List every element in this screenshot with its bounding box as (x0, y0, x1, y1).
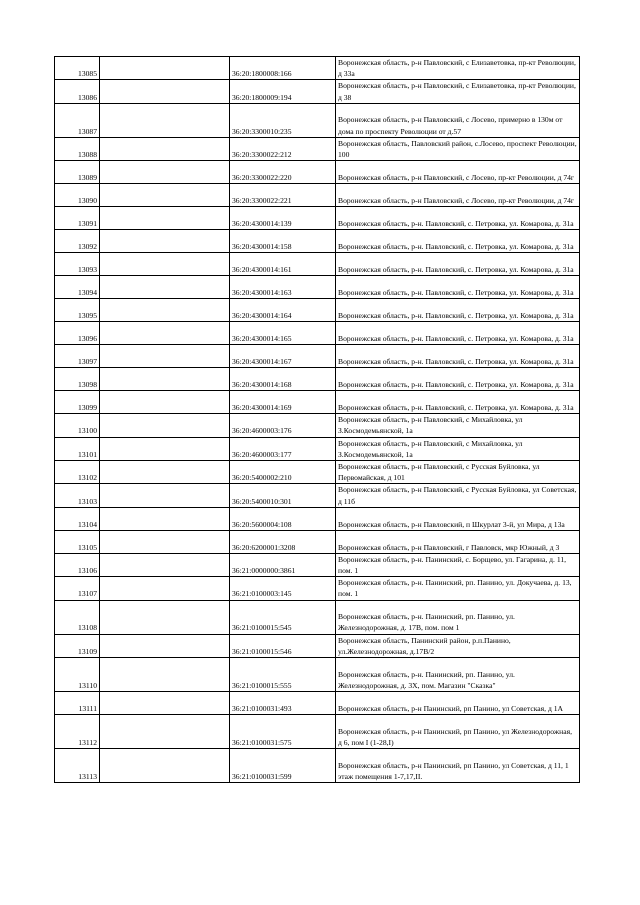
empty-cell (100, 368, 230, 391)
cadastral-number: 36:21:0100015:545 (230, 600, 336, 634)
row-number: 13112 (55, 715, 100, 749)
empty-cell (100, 230, 230, 253)
table-row (55, 577, 580, 600)
empty-cell (100, 207, 230, 230)
table-row (55, 57, 580, 80)
cadastral-number: 36:21:0100031:599 (230, 749, 336, 783)
row-number: 13106 (55, 553, 100, 576)
table-row (55, 368, 580, 391)
row-number: 13091 (55, 207, 100, 230)
empty-cell (100, 391, 230, 414)
row-number: 13090 (55, 184, 100, 207)
cadastral-number: 36:20:4300014:161 (230, 253, 336, 276)
address: Воронежская область, р-н Павловский, с Лосево, пр-кт Революции, д 74г (336, 184, 580, 207)
row-number: 13094 (55, 276, 100, 299)
address: Воронежская область, р-н Панинский, рп Панино, ул Железнодорожная, д 6, пом I (1-28,I) (336, 715, 580, 749)
cadastral-number: 36:20:5600004:108 (230, 507, 336, 530)
address: Воронежская область, р-н Павловский, с Лосево, примерно в 130м от дома по проспекту Революции от д.57 (336, 103, 580, 137)
row-number: 13092 (55, 230, 100, 253)
table-row (55, 715, 580, 749)
empty-cell (100, 658, 230, 692)
address: Воронежская область, р-н Павловский, г Павловск, мкр Южный, д 3 (336, 530, 580, 553)
row-number: 13111 (55, 692, 100, 715)
address: Воронежская область, Панинский район, р.п.Панино, ул.Железнодорожная, д.17В/2 (336, 634, 580, 657)
cadastral-number: 36:20:4300014:165 (230, 322, 336, 345)
cadastral-number: 36:21:0100003:145 (230, 577, 336, 600)
row-number: 13087 (55, 103, 100, 137)
table-row (55, 161, 580, 184)
cadastral-number: 36:21:0100031:493 (230, 692, 336, 715)
row-number: 13085 (55, 57, 100, 80)
table-row (55, 461, 580, 484)
empty-cell (100, 345, 230, 368)
row-number: 13104 (55, 507, 100, 530)
row-number: 13102 (55, 461, 100, 484)
address: Воронежская область, р-н. Павловский, с. Петровка, ул. Комарова, д. 31а (336, 322, 580, 345)
empty-cell (100, 80, 230, 103)
row-number: 13100 (55, 414, 100, 437)
address: Воронежская область, р-н. Павловский, с. Петровка, ул. Комарова, д. 31а (336, 345, 580, 368)
address: Воронежская область, р-н Павловский, с Елизаветовка, пр-кт Революции, д 33а (336, 57, 580, 80)
row-number: 13103 (55, 484, 100, 507)
empty-cell (100, 322, 230, 345)
empty-cell (100, 437, 230, 460)
cadastral-number: 36:20:4300014:163 (230, 276, 336, 299)
cadastral-number: 36:20:5400010:301 (230, 484, 336, 507)
cadastral-number: 36:20:4300014:168 (230, 368, 336, 391)
address: Воронежская область, р-н. Павловский, с. Петровка, ул. Комарова, д. 31а (336, 299, 580, 322)
address: Воронежская область, р-н Павловский, с Михайловка, ул З.Космодемьянской, 1а (336, 437, 580, 460)
empty-cell (100, 137, 230, 160)
row-number: 13109 (55, 634, 100, 657)
table-row (55, 692, 580, 715)
row-number: 13113 (55, 749, 100, 783)
address: Воронежская область, р-н Павловский, с Лосево, пр-кт Революции, д 74г (336, 161, 580, 184)
table-row (55, 530, 580, 553)
table-row (55, 322, 580, 345)
registry-table-body (55, 57, 580, 783)
address: Воронежская область, р-н Павловский, с Елизаветовка, пр-кт Революции, д 38 (336, 80, 580, 103)
row-number: 13110 (55, 658, 100, 692)
table-row (55, 207, 580, 230)
row-number: 13108 (55, 600, 100, 634)
cadastral-number: 36:20:4600003:176 (230, 414, 336, 437)
address: Воронежская область, р-н. Павловский, с. Петровка, ул. Комарова, д. 31а (336, 253, 580, 276)
address: Воронежская область, р-н. Павловский, с. Петровка, ул. Комарова, д. 31а (336, 368, 580, 391)
table-row (55, 437, 580, 460)
address: Воронежская область, р-н Павловский, с Русская Буйловка, ул Советская, д 11б (336, 484, 580, 507)
cadastral-number: 36:20:4300014:167 (230, 345, 336, 368)
row-number: 13098 (55, 368, 100, 391)
table-row (55, 484, 580, 507)
row-number: 13093 (55, 253, 100, 276)
empty-cell (100, 600, 230, 634)
table-row (55, 600, 580, 634)
row-number: 13088 (55, 137, 100, 160)
cadastral-number: 36:21:0100015:546 (230, 634, 336, 657)
table-row (55, 749, 580, 783)
cadastral-number: 36:21:0100015:555 (230, 658, 336, 692)
table-row (55, 230, 580, 253)
address: Воронежская область, р-н. Панинский, с. Борщево, ул. Гагарина, д. 11, пом. 1 (336, 553, 580, 576)
cadastral-number: 36:20:4300014:169 (230, 391, 336, 414)
row-number: 13086 (55, 80, 100, 103)
address: Воронежская область, р-н. Панинский, рп. Панино, ул. Докучаева, д. 13, пом. 1 (336, 577, 580, 600)
table-row (55, 658, 580, 692)
address: Воронежская область, р-н. Павловский, с. Петровка, ул. Комарова, д. 31а (336, 391, 580, 414)
address: Воронежская область, р-н. Павловский, с. Петровка, ул. Комарова, д. 31а (336, 230, 580, 253)
row-number: 13089 (55, 161, 100, 184)
table-row (55, 553, 580, 576)
address: Воронежская область, р-н. Панинский, рп. Панино, ул. Железнодорожная, д. 3Х, пом. Магазин "Сказка" (336, 658, 580, 692)
table-row (55, 391, 580, 414)
table-row (55, 137, 580, 160)
table-row (55, 184, 580, 207)
row-number: 13096 (55, 322, 100, 345)
cadastral-number: 36:21:0100031:575 (230, 715, 336, 749)
address: Воронежская область, р-н. Павловский, с. Петровка, ул. Комарова, д. 31а (336, 207, 580, 230)
address: Воронежская область, р-н Павловский, п Шкурлат 3-й, ул Мира, д 13а (336, 507, 580, 530)
address: Воронежская область, р-н Панинский, рп Панино, ул Советская, д 11, 1 этаж помещения 1-7,17,II. (336, 749, 580, 783)
address: Воронежская область, р-н Павловский, с Михайловка, ул З.Космодемьянской, 1а (336, 414, 580, 437)
cadastral-number: 36:20:5400002:210 (230, 461, 336, 484)
empty-cell (100, 57, 230, 80)
empty-cell (100, 553, 230, 576)
empty-cell (100, 184, 230, 207)
address: Воронежская область, р-н. Павловский, с. Петровка, ул. Комарова, д. 31а (336, 276, 580, 299)
empty-cell (100, 299, 230, 322)
empty-cell (100, 749, 230, 783)
cadastral-number: 36:20:4300014:139 (230, 207, 336, 230)
table-row (55, 80, 580, 103)
address: Воронежская область, р-н. Панинский, рп. Панино, ул. Железнодорожная, д. 17В, пом. пом 1 (336, 600, 580, 634)
table-row (55, 253, 580, 276)
table-row (55, 414, 580, 437)
empty-cell (100, 577, 230, 600)
row-number: 13095 (55, 299, 100, 322)
empty-cell (100, 253, 230, 276)
empty-cell (100, 461, 230, 484)
empty-cell (100, 507, 230, 530)
row-number: 13105 (55, 530, 100, 553)
empty-cell (100, 103, 230, 137)
row-number: 13099 (55, 391, 100, 414)
address: Воронежская область, р-н Павловский, с Русская Буйловка, ул Первомайская, д 101 (336, 461, 580, 484)
table-row (55, 345, 580, 368)
table-row (55, 276, 580, 299)
empty-cell (100, 161, 230, 184)
cadastral-number: 36:20:6200001:3208 (230, 530, 336, 553)
cadastral-number: 36:20:3300022:221 (230, 184, 336, 207)
empty-cell (100, 530, 230, 553)
cadastral-number: 36:20:1800009:194 (230, 80, 336, 103)
address: Воронежская область, Павловский район, с.Лосево, проспект Революции, 100 (336, 137, 580, 160)
table-row (55, 103, 580, 137)
cadastral-number: 36:20:3300010:235 (230, 103, 336, 137)
table-row (55, 507, 580, 530)
address: Воронежская область, р-н Панинский, рп Панино, ул Советская, д 1А (336, 692, 580, 715)
cadastral-number: 36:20:3300022:220 (230, 161, 336, 184)
empty-cell (100, 484, 230, 507)
empty-cell (100, 715, 230, 749)
row-number: 13107 (55, 577, 100, 600)
registry-table (54, 56, 580, 783)
cadastral-number: 36:20:4300014:164 (230, 299, 336, 322)
row-number: 13101 (55, 437, 100, 460)
empty-cell (100, 634, 230, 657)
table-row (55, 634, 580, 657)
empty-cell (100, 692, 230, 715)
cadastral-number: 36:20:3300022:212 (230, 137, 336, 160)
cadastral-number: 36:20:4600003:177 (230, 437, 336, 460)
row-number: 13097 (55, 345, 100, 368)
table-row (55, 299, 580, 322)
cadastral-number: 36:20:4300014:158 (230, 230, 336, 253)
cadastral-number: 36:20:1800008:166 (230, 57, 336, 80)
empty-cell (100, 414, 230, 437)
cadastral-number: 36:21:0000000:3861 (230, 553, 336, 576)
empty-cell (100, 276, 230, 299)
